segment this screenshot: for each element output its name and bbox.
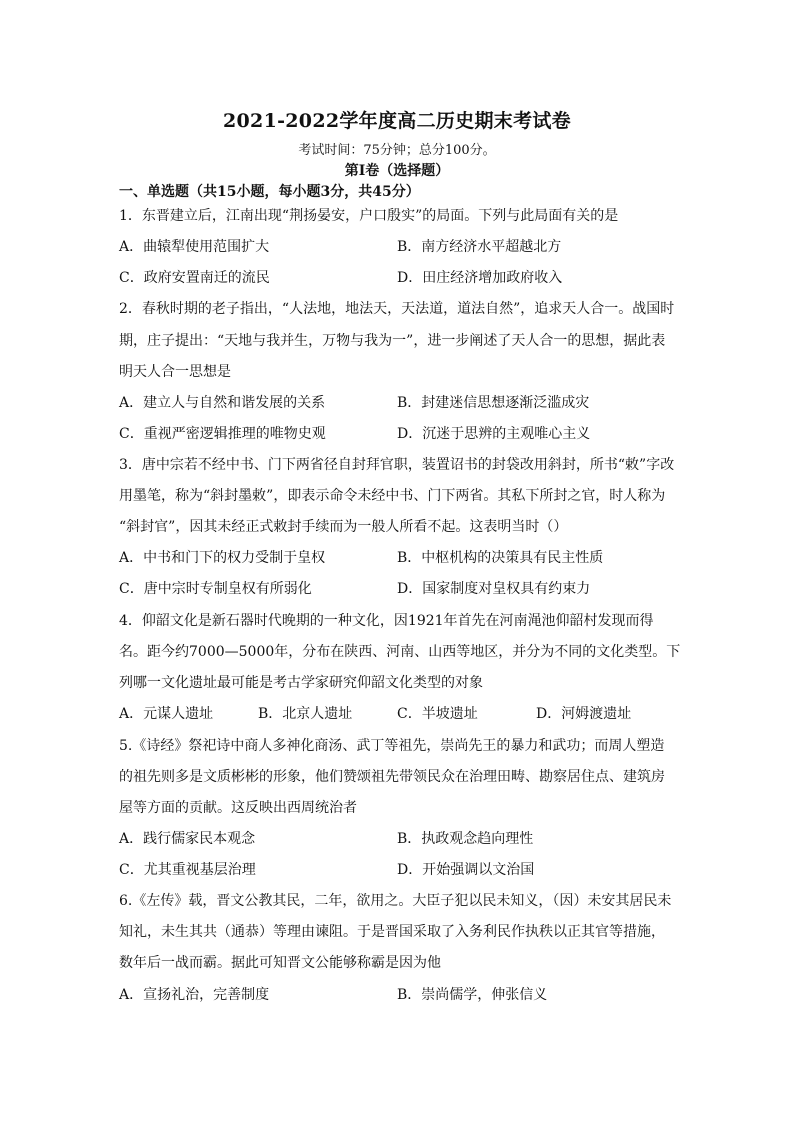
question-5-option-a: A．践行儒家民本观念 bbox=[119, 831, 256, 847]
question-2-option-c: C．重视严密逻辑推理的唯物史观 bbox=[119, 426, 326, 442]
question-5-line-3: 屋等方面的贡献。这反映出西周统治者 bbox=[119, 800, 357, 816]
question-4-option-c: C．半坡遗址 bbox=[397, 706, 478, 722]
question-4-option-b: B．北京人遗址 bbox=[258, 706, 353, 722]
question-1-option-c: C．政府安置南迁的流民 bbox=[119, 270, 270, 286]
volume-heading: 第I卷（选择题） bbox=[344, 163, 450, 179]
question-4-line-3: 列哪一文化遗址最可能是考古学家研究仰韶文化类型的对象 bbox=[119, 675, 483, 691]
question-2-option-d: D．沉迷于思辨的主观唯心主义 bbox=[397, 426, 591, 442]
exam-title: 2021-2022学年度高二历史期末考试卷 bbox=[223, 110, 571, 132]
question-5-line-2: 的祖先则多是文质彬彬的形象，他们赞颂祖先带领民众在治理田畴、勘察居住点、建筑房 bbox=[119, 769, 665, 785]
exam-info: 考试时间：75分钟；总分100分。 bbox=[298, 143, 496, 158]
question-4-line-1: 4．仰韶文化是新石器时代晚期的一种文化，因1921年首先在河南渑池仰韶村发现而得 bbox=[119, 613, 654, 629]
question-2-line-2: 期，庄子提出：“天地与我并生，万物与我为一”，进一步阐述了天人合一的思想，据此表 bbox=[119, 333, 666, 349]
question-5-option-c: C．尤其重视基层治理 bbox=[119, 862, 256, 878]
question-2-line-3: 明天人合一思想是 bbox=[119, 364, 231, 380]
question-5-option-b: B．执政观念趋向理性 bbox=[397, 831, 534, 847]
question-6-line-2: 知礼，未生其共（通恭）等理由谏阻。于是晋国采取了入务利民作执秩以正其官等措施， bbox=[119, 924, 665, 940]
question-5-line-1: 5.《诗经》祭祀诗中商人多神化商汤、武丁等祖先，崇尚先王的暴力和武功；而周人塑造 bbox=[119, 738, 665, 754]
question-6-line-1: 6.《左传》载，晋文公教其民，二年，欲用之。大臣子犯以民未知义，（因）未安其居民未 bbox=[119, 893, 672, 909]
question-3-option-a: A．中书和门下的权力受制于皇权 bbox=[119, 550, 326, 566]
question-1-option-d: D．田庄经济增加政府收入 bbox=[397, 270, 563, 286]
question-3-option-b: B．中枢机构的决策具有民主性质 bbox=[397, 550, 604, 566]
question-1-option-b: B．南方经济水平超越北方 bbox=[397, 239, 562, 255]
question-3-line-3: “斜封官”，因其未经正式敕封手续而为一般人所看不起。这表明当时（） bbox=[119, 519, 568, 535]
question-6-line-3: 数年后一战而霸。据此可知晋文公能够称霸是因为他 bbox=[119, 955, 441, 971]
question-4-line-2: 名。距今约7000—5000年，分布在陕西、河南、山西等地区，并分为不同的文化类型。下 bbox=[119, 644, 681, 660]
question-3-option-c: C．唐中宗时专制皇权有所弱化 bbox=[119, 581, 312, 597]
question-6-option-b: B．崇尚儒学，伸张信义 bbox=[397, 987, 548, 1003]
question-4-option-a: A．元谋人遗址 bbox=[119, 706, 214, 722]
question-4-option-d: D．河姆渡遗址 bbox=[536, 706, 632, 722]
question-1-option-a: A．曲辕犁使用范围扩大 bbox=[119, 239, 270, 255]
question-3-line-2: 用墨笔，称为“斜封墨敕”，即表示命令未经中书、门下两省。其私下所封之官，时人称为 bbox=[119, 488, 666, 504]
question-3-option-d: D．国家制度对皇权具有约束力 bbox=[397, 581, 591, 597]
question-5-option-d: D．开始强调以文治国 bbox=[397, 862, 535, 878]
section-heading: 一、单选题（共15小题，每小题3分，共45分） bbox=[119, 184, 420, 200]
question-2-option-b: B．封建迷信思想逐渐泛滥成灾 bbox=[397, 395, 590, 411]
question-6-option-a: A．宣扬礼治，完善制度 bbox=[119, 987, 270, 1003]
question-3-line-1: 3．唐中宗若不经中书、门下两省径自封拜官职，装置诏书的封袋改用斜封，所书“敕”字改 bbox=[119, 457, 675, 473]
question-2-option-a: A．建立人与自然和谐发展的关系 bbox=[119, 395, 326, 411]
question-2-line-1: 2．春秋时期的老子指出，“人法地，地法天，天法道，道法自然”，追求天人合一。战国时 bbox=[119, 301, 675, 317]
question-1-line-1: 1．东晋建立后，江南出现“荆扬晏安，户口殷实”的局面。下列与此局面有关的是 bbox=[119, 208, 619, 224]
